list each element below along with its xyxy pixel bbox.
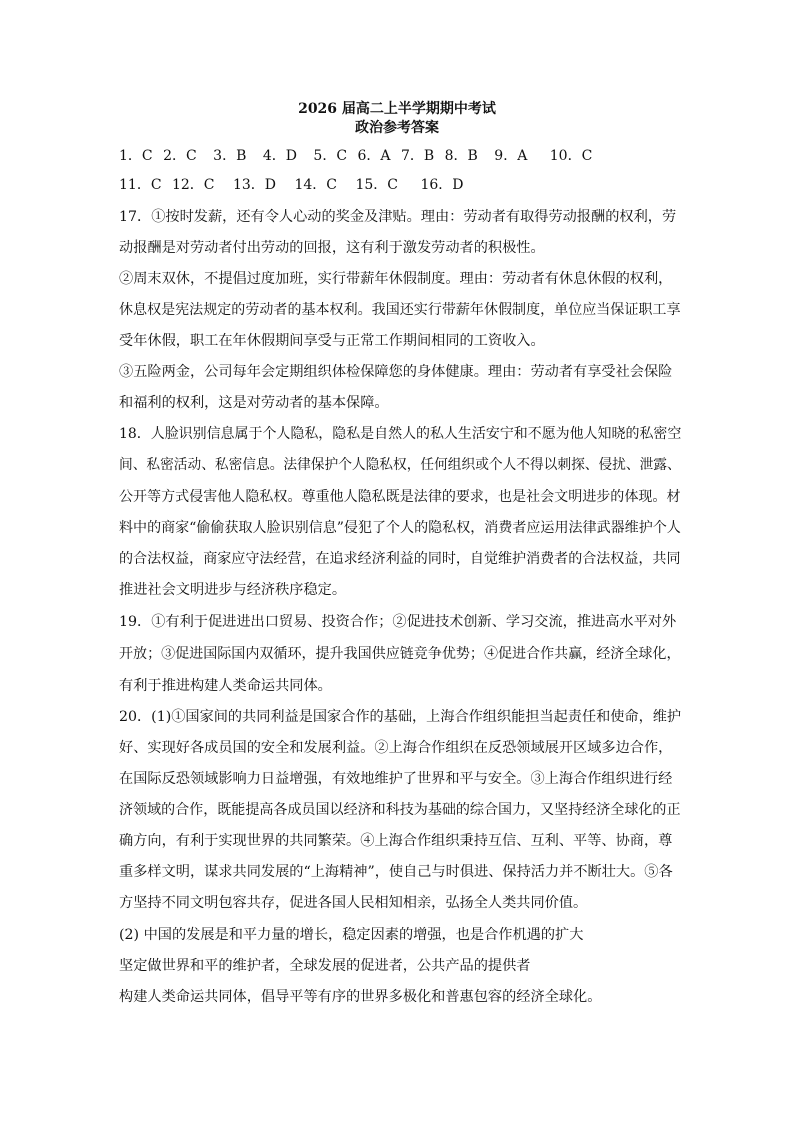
choice-answer: 2．C	[163, 148, 197, 164]
choice-answer: 14．C	[294, 177, 337, 193]
answer-line: 间、私密活动、私密信息。法律保护个人隐私权，任何组织或个人不得以刺探、侵扰、泄露、	[119, 457, 681, 473]
answer-line: 休息权是宪法规定的劳动者的基本权利。我国还实行带薪年休假制度，单位应当保证职工享	[119, 302, 681, 318]
choice-answer: 4．D	[262, 148, 297, 164]
choice-answers-row-1	[119, 146, 598, 166]
answer-line: 料中的商家“偷偷获取人脸识别信息”侵犯了个人的隐私权，消费者应运用法律武器维护个人	[119, 520, 681, 536]
exam-title: 2026 届高二上半学期期中考试	[298, 101, 496, 117]
answer-line: 开放；③促进国际国内双循环，提升我国供应链竞争优势；④促进合作共赢，经济全球化，	[119, 646, 681, 662]
choice-answer: 16．D	[420, 177, 464, 193]
answer-line: 18．人脸识别信息属于个人隐私，隐私是自然人的私人生活安宁和不愿为他人知晓的私密空	[119, 426, 682, 442]
answer-line: 济领域的合作，既能提高各成员国以经济和科技为基础的综合国力，又坚持经济全球化的正	[119, 802, 681, 818]
answer-line: 构建人类命运共同体，倡导平等有序的世界多极化和普惠包容的经济全球化。	[119, 989, 602, 1005]
answer-line: 坚定做世界和平的维护者，全球发展的促进者，公共产品的提供者	[119, 958, 531, 974]
answer-line: ②周末双休，不提倡过度加班，实行带薪年休假制度。理由：劳动者有休息休假的权利，	[119, 271, 673, 287]
choice-answer: 9．A	[494, 148, 528, 164]
exam-subtitle: 政治参考答案	[355, 120, 439, 136]
answer-line: 好、实现好各成员国的安全和发展利益。②上海合作组织在反恐领域展开区域多边合作，	[119, 740, 673, 756]
answer-line: ③五险两金，公司每年会定期组织体检保障您的身体健康。理由：劳动者有享受社会保险	[119, 364, 673, 380]
choice-answer: 13．D	[232, 177, 277, 193]
answer-line: 推进社会文明进步与经济秩序稳定。	[119, 582, 347, 598]
answer-line: (2) 中国的发展是和平力量的增长，稳定因素的增强，也是合作机遇的扩大	[119, 927, 584, 943]
choice-answer: 7．B	[400, 148, 435, 164]
answer-line: 17．①按时发薪，还有令人心动的奖金及津贴。理由：劳动者有取得劳动报酬的权利，劳	[119, 209, 677, 225]
answer-line: 在国际反恐领域影响力日益增强，有效地维护了世界和平与安全。③上海合作组织进行经	[119, 771, 673, 787]
choice-answer: 1．C	[119, 148, 153, 164]
choice-answer: 3．B	[213, 148, 247, 164]
answer-line: 公开等方式侵害他人隐私权。尊重他人隐私既是法律的要求，也是社会文明进步的体现。材	[119, 489, 681, 505]
choice-answer: 10．C	[549, 148, 593, 164]
answer-line: 19．①有利于促进进出口贸易、投资合作；②促进技术创新、学习交流，推进高水平对外	[119, 614, 677, 630]
choice-answer: 5．C	[313, 148, 348, 164]
answer-line: 确方向，有利于实现世界的共同繁荣。④上海合作组织秉持互信、互利、平等、协商，尊	[119, 833, 673, 849]
choice-answers-row-2	[119, 175, 469, 195]
choice-answer: 15．C	[355, 177, 398, 193]
answer-line: 受年休假，职工在年休假期间享受与正常工作期间相同的工资收入。	[119, 333, 545, 349]
answer-line: 重多样文明，谋求共同发展的“上海精神”，使自己与时俱进、保持活力并不断壮大。⑤各	[119, 864, 673, 880]
answer-line: 和福利的权利，这是对劳动者的基本保障。	[119, 395, 389, 411]
answer-line: 的合法权益，商家应守法经营，在追求经济利益的同时，自觉维护消费者的合法权益，共同	[119, 551, 681, 567]
choice-answer: 6．A	[357, 148, 391, 164]
answer-line: 方坚持不同文明包容共存，促进各国人民相知相亲，弘扬全人类共同价值。	[119, 895, 588, 911]
answer-line: 动报酬是对劳动者付出劳动的回报，这有利于激发劳动者的积极性。	[119, 240, 545, 256]
choice-answer: 12．C	[171, 177, 215, 193]
answer-line: 20．(1)①国家间的共同利益是国家合作的基础，上海合作组织能担当起责任和使命，维护	[119, 709, 682, 725]
choice-answer: 11．C	[119, 177, 162, 193]
answer-line: 有利于推进构建人类命运共同体。	[119, 678, 332, 694]
choice-answer: 8．B	[444, 148, 478, 164]
